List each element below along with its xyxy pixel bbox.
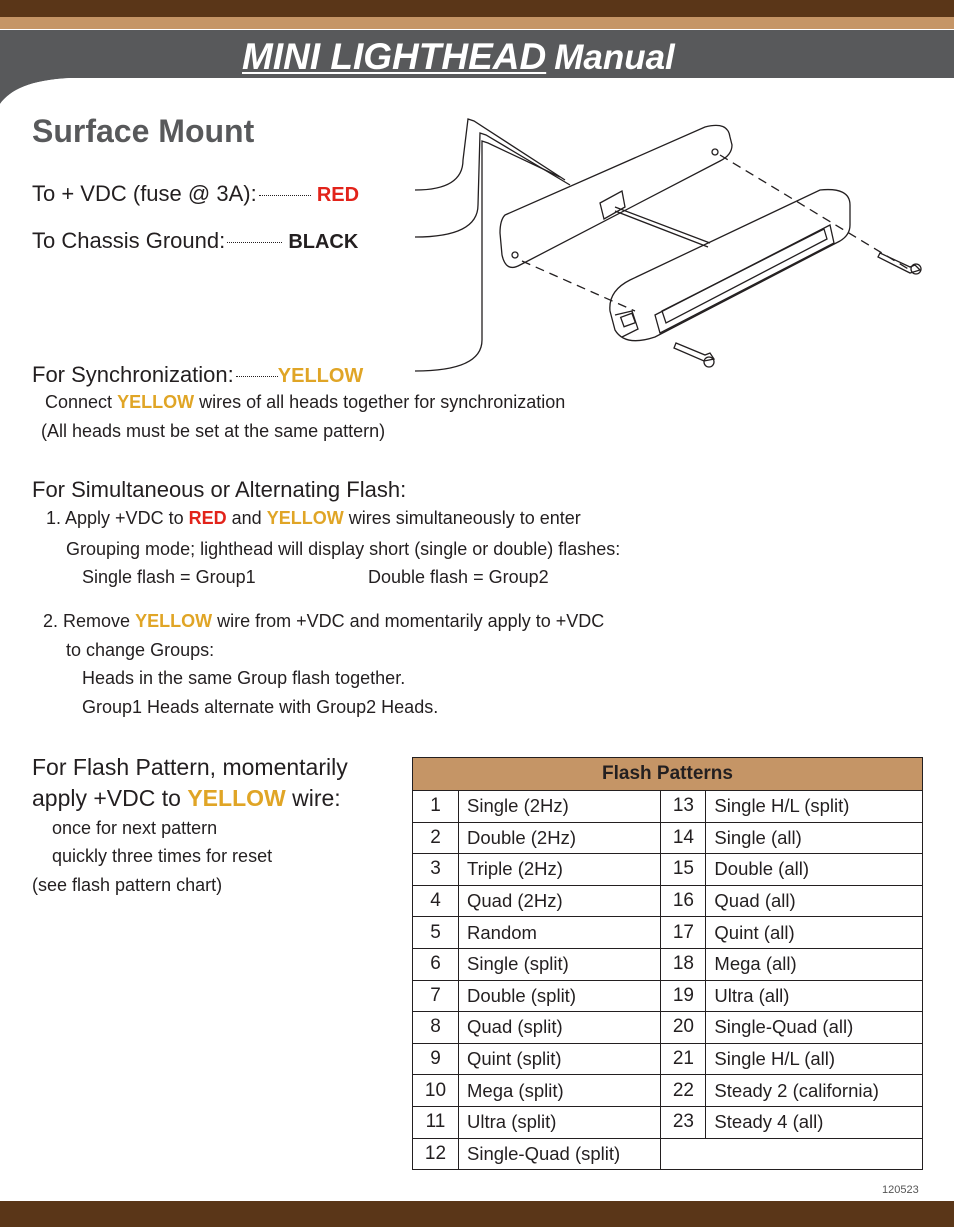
pattern-name: Single H/L (split): [706, 791, 923, 823]
pattern-heading-text: wire:: [292, 785, 341, 811]
table-body: [413, 791, 923, 1170]
pattern-name: Triple (2Hz): [459, 854, 661, 886]
pattern-name: Double (split): [459, 980, 661, 1012]
pattern-name: Single-Quad (all): [706, 1012, 923, 1044]
pattern-name: Double (2Hz): [459, 822, 661, 854]
table-row: [413, 980, 923, 1012]
pattern-number: 11: [413, 1106, 459, 1138]
table-row: [413, 1106, 923, 1138]
empty-cell: [661, 1138, 923, 1170]
step2-line1: [43, 611, 604, 632]
pattern-name: Single (2Hz): [459, 791, 661, 823]
pattern-name: Random: [459, 917, 661, 949]
table-row: [413, 854, 923, 886]
table-row: [413, 948, 923, 980]
table-row: [413, 822, 923, 854]
yellow-wire-label: YELLOW: [277, 365, 364, 387]
step1-yellow: YELLOW: [266, 508, 344, 528]
group2-text: Double flash = Group2: [368, 567, 549, 587]
black-wire-label: BLACK: [288, 231, 359, 253]
pattern-number: 9: [413, 1043, 459, 1075]
table-row: [413, 1043, 923, 1075]
pattern-name: Mega (all): [706, 948, 923, 980]
sync-note-yellow: YELLOW: [117, 392, 195, 412]
table-row: [413, 1012, 923, 1044]
pattern-name: Quad (split): [459, 1012, 661, 1044]
sync-note-text: wires of all heads together for synchronization: [199, 392, 566, 412]
sync-label: For Synchronization:: [32, 362, 234, 387]
dotted-leader: [236, 376, 278, 377]
pattern-once: once for next pattern: [52, 818, 218, 838]
pattern-name: Quint (all): [706, 917, 923, 949]
pattern-number: 14: [661, 822, 706, 854]
doc-code: 120523: [882, 1184, 919, 1196]
step1-line1: [46, 508, 581, 529]
pattern-number: 18: [661, 948, 706, 980]
vdc-label: To + VDC (fuse @ 3A):: [32, 181, 257, 206]
pattern-name: Quad (all): [706, 885, 923, 917]
table-row: [413, 1138, 923, 1170]
vdc-line: [32, 181, 359, 207]
step1-text: and: [231, 508, 262, 528]
pattern-number: 3: [413, 854, 459, 886]
pattern-number: 16: [661, 885, 706, 917]
dotted-leader: [259, 195, 311, 196]
pattern-name: Steady 2 (california): [706, 1075, 923, 1107]
pattern-three: quickly three times for reset: [52, 846, 273, 866]
pattern-number: 2: [413, 822, 459, 854]
pattern-number: 6: [413, 948, 459, 980]
sync-note: [45, 392, 565, 413]
pattern-name: Steady 4 (all): [706, 1106, 923, 1138]
table-row: [413, 791, 923, 823]
step1-red: RED: [188, 508, 227, 528]
pattern-name: Single H/L (all): [706, 1043, 923, 1075]
pattern-number: 15: [661, 854, 706, 886]
table-row: [413, 917, 923, 949]
pattern-name: Single-Quad (split): [459, 1138, 661, 1170]
step1-line2: Grouping mode; lighthead will display short (single or double) flashes:: [66, 539, 621, 559]
pattern-name: Single (all): [706, 822, 923, 854]
pattern-number: 1: [413, 791, 459, 823]
table-title: Flash Patterns: [413, 758, 923, 791]
pattern-number: 19: [661, 980, 706, 1012]
ground-line: [32, 228, 358, 254]
step1-text: 1. Apply +VDC to: [46, 508, 184, 528]
step2-line4: Group1 Heads alternate with Group2 Heads.: [82, 697, 439, 717]
pattern-name: Single (split): [459, 948, 661, 980]
pattern-name: Ultra (split): [459, 1106, 661, 1138]
pattern-number: 23: [661, 1106, 706, 1138]
pattern-number: 20: [661, 1012, 706, 1044]
pattern-number: 22: [661, 1075, 706, 1107]
page-title: [242, 36, 675, 78]
pattern-number: 7: [413, 980, 459, 1012]
step2-yellow: YELLOW: [135, 611, 213, 631]
pattern-name: Double (all): [706, 854, 923, 886]
step2-text: wire from +VDC and momentarily apply to +VDC: [217, 611, 605, 631]
pattern-name: Quad (2Hz): [459, 885, 661, 917]
pattern-heading-yellow: YELLOW: [187, 785, 286, 811]
pattern-name: Quint (split): [459, 1043, 661, 1075]
pattern-heading-2: [32, 785, 341, 812]
pattern-name: Mega (split): [459, 1075, 661, 1107]
step2-line3: Heads in the same Group flash together.: [82, 668, 406, 688]
pattern-number: 5: [413, 917, 459, 949]
pattern-number: 17: [661, 917, 706, 949]
lighthead-diagram: [410, 115, 930, 375]
footer-bar: [0, 1201, 954, 1227]
sync-note-2: (All heads must be set at the same pattern): [41, 421, 386, 441]
pattern-see: (see flash pattern chart): [32, 875, 223, 895]
pattern-number: 13: [661, 791, 706, 823]
section-title: Surface Mount: [32, 113, 255, 149]
step2-line2: to change Groups:: [66, 640, 215, 660]
sync-line: [32, 362, 363, 388]
dotted-leader: [227, 242, 282, 243]
pattern-number: 10: [413, 1075, 459, 1107]
pattern-heading-text: apply +VDC to: [32, 785, 181, 811]
pattern-number: 8: [413, 1012, 459, 1044]
step1-text: wires simultaneously to enter: [348, 508, 581, 528]
table-row: [413, 1075, 923, 1107]
ground-label: To Chassis Ground:: [32, 228, 226, 253]
pattern-heading-1: For Flash Pattern, momentarily: [32, 754, 348, 780]
group1-text: Single flash = Group1: [82, 567, 256, 587]
sync-note-text: Connect: [45, 392, 113, 412]
title-sub: Manual: [554, 38, 675, 77]
flash-mode-heading: For Simultaneous or Alternating Flash:: [32, 477, 407, 502]
pattern-number: 12: [413, 1138, 459, 1170]
step2-text: 2. Remove: [43, 611, 131, 631]
red-wire-label: RED: [316, 184, 360, 206]
title-main: MINI LIGHTHEAD: [242, 36, 547, 77]
flash-patterns-table: [412, 757, 923, 1170]
pattern-number: 4: [413, 885, 459, 917]
table-row: [413, 885, 923, 917]
pattern-number: 21: [661, 1043, 706, 1075]
pattern-name: Ultra (all): [706, 980, 923, 1012]
